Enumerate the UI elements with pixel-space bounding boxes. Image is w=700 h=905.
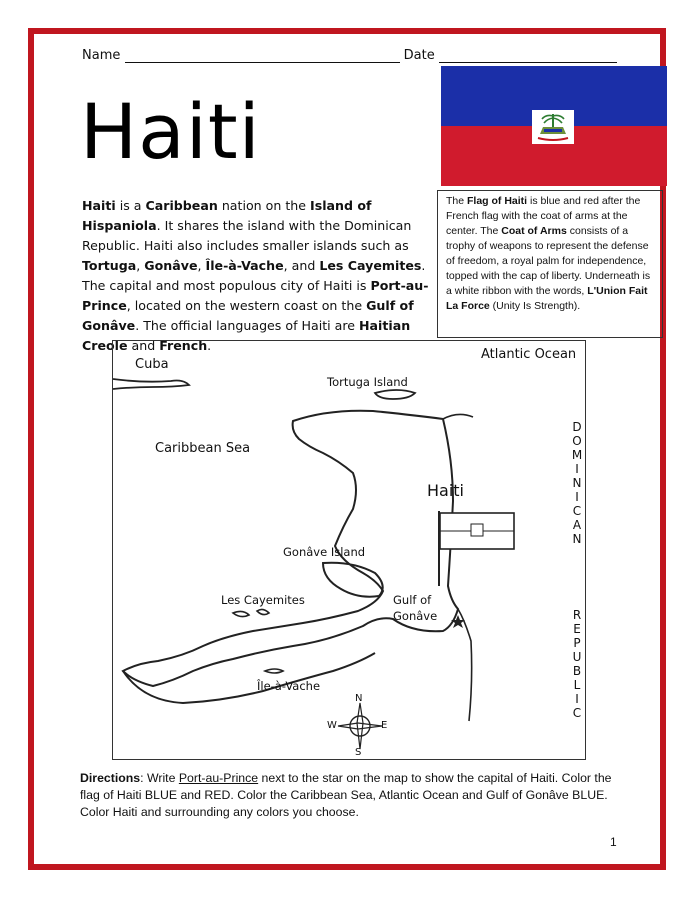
flag-info-box: The Flag of Haiti is blue and red after the French flag with the coat of arms at the center. The Coat of Arms consists of a trophy of weapons to represent the defense of freedom, a royal palm for independence, topped with the cap of liberty. Underneath is a white ribbon with the words, L'Union Fait La Force (Unity Is Strength). (437, 190, 663, 338)
name-line[interactable] (125, 50, 400, 63)
compass-s: S (355, 747, 362, 758)
compass-n: N (355, 693, 363, 704)
label-gonave-island: Gonâve Island (283, 545, 366, 559)
label-gulf-line2: Gonâve (393, 609, 438, 623)
page-title: Haiti (80, 87, 261, 176)
page-number: 1 (610, 835, 617, 849)
intro-paragraph: Haiti is a Caribbean nation on the Island of Hispaniola. It shares the island with the Dominican Republic. Haiti also includes smaller islands such as Tortuga, Gonâve, Île-à-Vache, and Les Cayemites. The capital and most populous city of Haiti is Port-au-Prince, located on the western coast on the Gulf of Gonâve. The official languages of Haiti are Haitian Creole and French. (82, 198, 429, 353)
date-label: Date (403, 48, 435, 63)
label-gulf-line1: Gulf of (393, 593, 432, 607)
label-republic: R E P U B L I C (572, 608, 582, 720)
name-field[interactable] (82, 48, 617, 63)
label-les-cayemites: Les Cayemites (221, 593, 305, 607)
label-ile-a-vache: Île-à-Vache (257, 679, 321, 693)
label-dominican: D O M I N I C A N (571, 420, 583, 546)
date-line[interactable] (439, 50, 617, 63)
haiti-map[interactable] (112, 340, 586, 760)
label-caribbean-sea: Caribbean Sea (155, 441, 251, 456)
coat-of-arms-icon (532, 110, 574, 144)
label-tortuga-island: Tortuga Island (327, 375, 408, 389)
compass-w: W (327, 720, 337, 731)
label-cuba: Cuba (135, 357, 169, 372)
compass-e: E (381, 720, 388, 731)
name-label: Name (82, 48, 121, 63)
label-atlantic-ocean: Atlantic Ocean (481, 347, 577, 362)
label-haiti: Haiti (427, 481, 464, 500)
directions-text: Directions: Write Port-au-Prince next to the star on the map to show the capital of Haiti. Color the flag of Haiti BLUE and RED. Color the Caribbean Sea, Atlantic Ocean and Gulf of Gonâve BLUE. Color Haiti and surrounding any colors you choose. (80, 771, 612, 819)
